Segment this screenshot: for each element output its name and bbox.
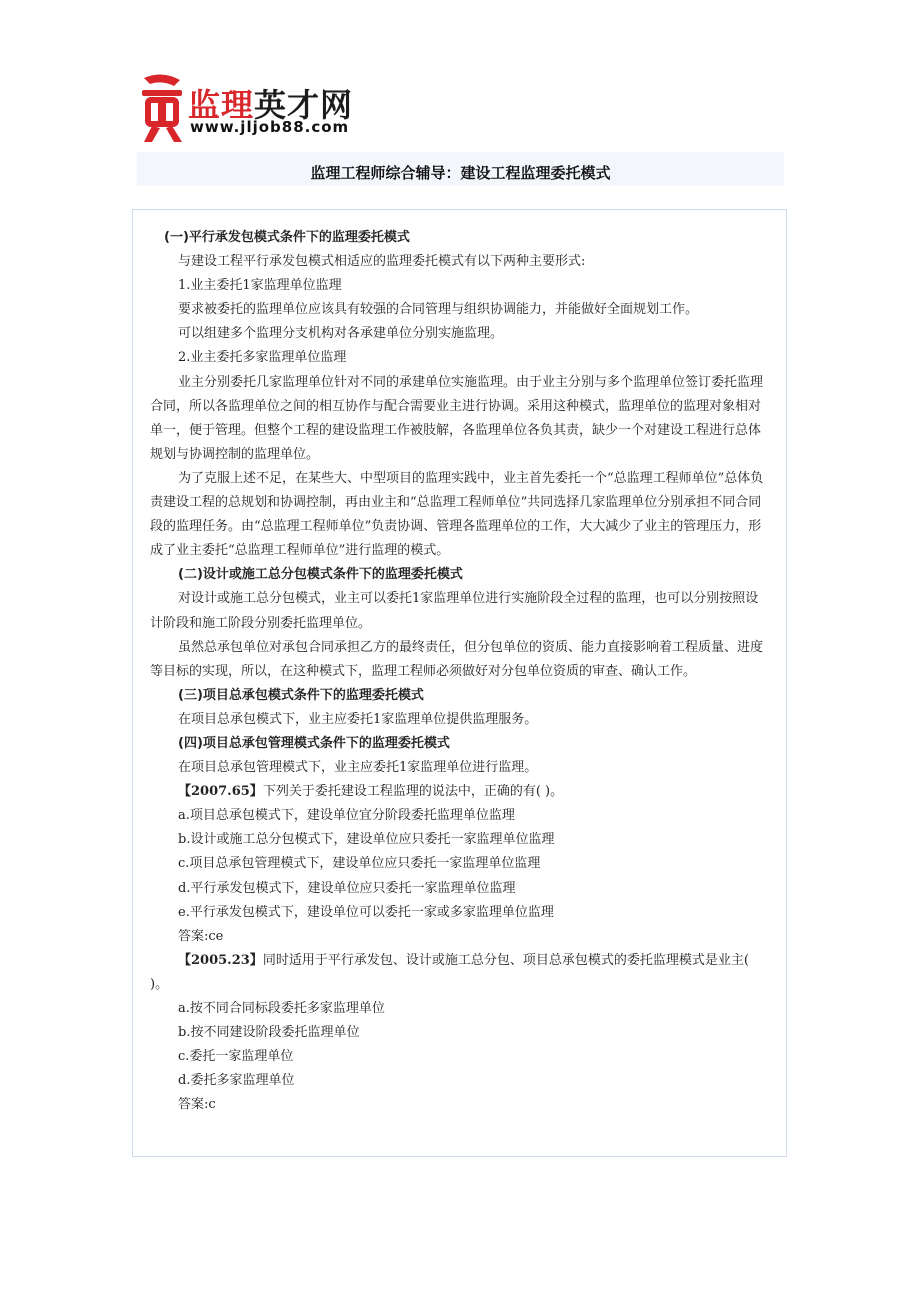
exam-question [150, 780, 770, 804]
body-paragraph: 1.业主委托1家监理单位监理 [178, 278, 342, 294]
body-paragraph: b.设计或施工总分包模式下，建设单位应只委托一家监理单位监理 [178, 832, 555, 848]
body-paragraph: c.委托一家监理单位 [178, 1049, 294, 1065]
question-tag: 【2007.65】 [178, 784, 263, 800]
body-paragraph: 虽然总承包单位对承包合同承担乙方的最终责任，但分包单位的资质、能力直接影响着工程质量、进度等目标的实现，所以，在这种模式下，监理工程师必须做好对分包单位资质的审查、确认工作。 [150, 639, 764, 679]
body-paragraph: 答案:ce [178, 928, 224, 944]
body-paragraph: 可以组建多个监理分支机构对各承建单位分别实施监理。 [178, 326, 504, 342]
body-paragraph: 在项目总承包管理模式下，业主应委托1家监理单位进行监理。 [178, 760, 538, 776]
body-paragraph: d.委托多家监理单位 [178, 1073, 295, 1089]
section-heading: (二)设计或施工总分包模式条件下的监理委托模式 [178, 567, 463, 583]
article-body [150, 226, 770, 1117]
section-heading: (三)项目总承包模式条件下的监理委托模式 [178, 687, 424, 703]
body-paragraph: 2.业主委托多家监理单位监理 [178, 350, 347, 366]
body-paragraph: 对设计或施工总分包模式，业主可以委托1家监理单位进行实施阶段全过程的监理，也可以分别按照设计阶段和施工阶段分别委托监理单位。 [150, 591, 759, 631]
question-text: 下列关于委托建设工程监理的说法中，正确的有( )。 [262, 784, 564, 800]
article-title-bar [137, 152, 784, 186]
body-paragraph: 在项目总承包模式下，业主应委托1家监理单位提供监理服务。 [178, 711, 538, 727]
logo-url: www.jljob88.com [190, 118, 350, 136]
body-paragraph: 为了克服上述不足，在某些大、中型项目的监理实践中，业主首先委托一个“总监理工程师单位”总体负责建设工程的总规划和协调控制，再由业主和“总监理工程师单位”共同选择几家监理单位分别承担不同合同段的监理任务。由“总监理工程师单位”负责协调、管理各监理单位的工作，大大减少了业主的管理压力，形成了业主委托“总监理工程师单位”进行监理的模式。 [150, 470, 764, 559]
body-paragraph: a.按不同合同标段委托多家监理单位 [178, 1001, 385, 1016]
body-paragraph: a.项目总承包模式下，建设单位宜分阶段委托监理单位监理 [178, 808, 515, 824]
body-paragraph: d.平行承发包模式下，建设单位应只委托一家监理单位监理 [178, 880, 516, 896]
body-paragraph: 要求被委托的监理单位应该具有较强的合同管理与组织协调能力，并能做好全面规划工作。 [178, 302, 699, 318]
site-logo[interactable] [138, 68, 378, 148]
section-heading: (四)项目总承包管理模式条件下的监理委托模式 [178, 735, 450, 751]
body-paragraph: e.平行承发包模式下，建设单位可以委托一家或多家监理单位监理 [178, 904, 554, 920]
logo-name: 监理英才网 [188, 86, 354, 124]
question-text: 同时适用于平行承发包、设计或施工总分包、项目总承包模式的委托监理模式是业主( )。 [150, 952, 749, 992]
article-title: 监理工程师综合辅导：建设工程监理委托模式 [310, 164, 611, 182]
body-paragraph: 业主分别委托几家监理单位针对不同的承建单位实施监理。由于业主分别与多个监理单位签订委托监理合同，所以各监理单位之间的相互协作与配合需要业主进行协调。采用这种模式，监理单位的监理对象相对单一，便于管理。但整个工程的建设监理工作被肢解，各监理单位各负其责，缺少一个对建设工程进行总体规划与协调控制的监理单位。 [150, 374, 764, 462]
body-paragraph: b.按不同建设阶段委托监理单位 [178, 1025, 360, 1041]
logo-emblem-icon [138, 72, 186, 146]
body-paragraph: 答案:c [178, 1097, 216, 1113]
question-tag: 【2005.23】 [178, 952, 263, 968]
body-paragraph: c.项目总承包管理模式下，建设单位应只委托一家监理单位监理 [178, 856, 541, 872]
exam-question [150, 949, 770, 997]
section-heading: (一)平行承发包模式条件下的监理委托模式 [164, 230, 410, 245]
body-paragraph: 与建设工程平行承发包模式相适应的监理委托模式有以下两种主要形式: [178, 254, 586, 270]
